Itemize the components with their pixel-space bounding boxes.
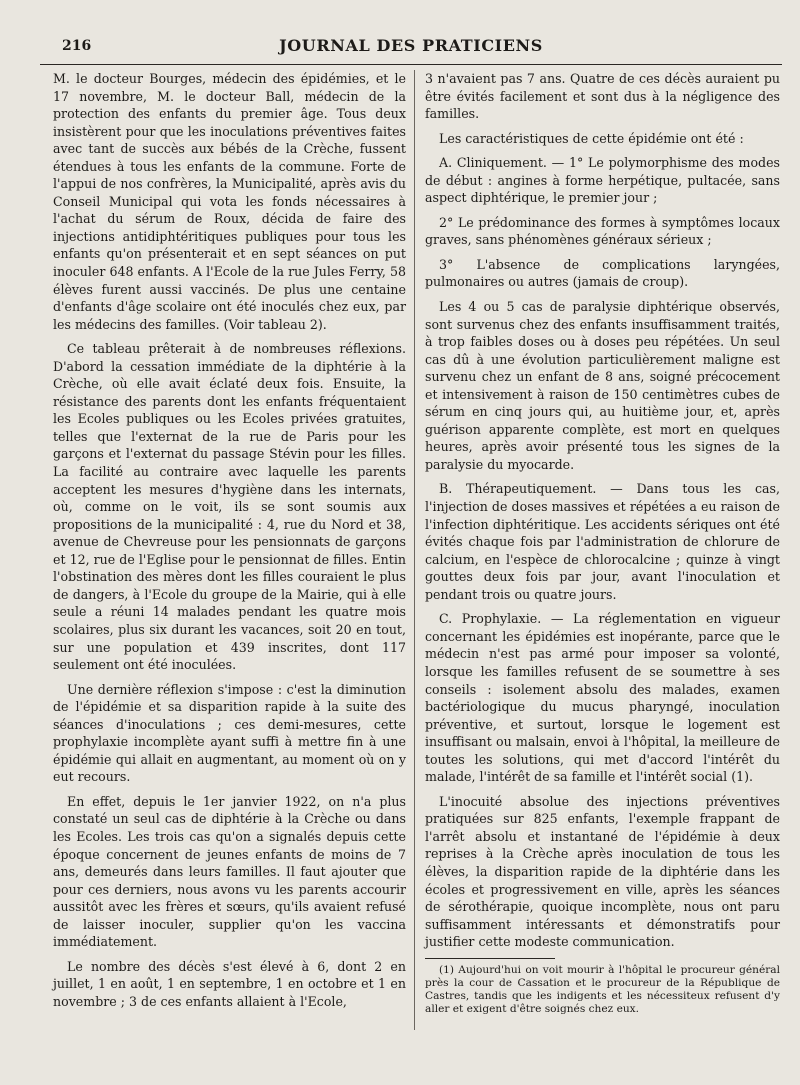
paragraph: 3° L'absence de complications laryngées, pulmonaires ou autres (jamais de croup).: [425, 256, 780, 290]
paragraph: L'inocuité absolue des injections préventives pratiquées sur 825 enfants, l'exemple frappant de l'arrêt absolu et instantané de l'épidémie à deux reprises à la Crèche après inoculation de tous les élèves, la disparition rapide de la diphtérie dans les écoles et progressivement en ville, après les séances de sérothérapie, quoique incomplète, nous ont paru suffisamment intéressants et démonstratifs pour justifier cette modeste communication.: [425, 793, 780, 950]
paragraph: 2° Le prédominance des formes à symptômes locaux graves, sans phénomènes généraux sérieux ;: [425, 214, 780, 248]
paragraph: A. Cliniquement. — 1° Le polymorphisme des modes de début : angines à forme herpétique, pultacée, sans aspect diphtérique, le premier jour ;: [425, 155, 780, 206]
paragraph: Le nombre des décès s'est élevé à 6, dont 2 en juillet, 1 en août, 1 en septembre, 1 en octobre et 1 en novembre ; 3 de ces enfants allaient à l'Ecole,: [53, 958, 406, 1009]
paragraph: Une dernière réflexion s'impose : c'est la diminution de l'épidémie et sa disparition rapide à la suite des séances d'inoculations ; ces demi-mesures, cette prophylaxie incomplète ayant suffi à mettre fin à une épidémie qui allait en augmentant, au moment où on y eut recours.: [53, 681, 406, 785]
running-title: JOURNAL DES PRATICIENS: [279, 36, 543, 55]
paragraph: Les 4 ou 5 cas de paralysie diphtérique observés, sont survenus chez des enfants insuffisamment traités, à trop faibles doses ou à doses peu répétées. Un seul cas dû à une évolution particulièrement maligne est survenu chez un enfant de 8 ans, soigné précocement et intensivement à raison de 150 centimètres cubes de sérum en cinq jours qui, au huitième jour, et, après guérison apparente complète, est mort en quelques heures, après avoir présenté tous les signes de la paralysie du myocarde.: [425, 299, 780, 472]
column-divider: [414, 70, 415, 1030]
paragraph: B. Thérapeutiquement. — Dans tous les cas, l'injection de doses massives et répétées a eu raison de l'infection diphtéritique. Les accidents sériques ont été évités chaque fois par l'administration de chlorure de calcium, en l'espèce de chlorocalcine ; quinze à vingt gouttes deux fois par jour, avant l'inoculation et pendant trois ou quatre jours.: [425, 481, 780, 602]
right-column: [425, 70, 780, 1024]
footnote: (1) Aujourd'hui on voit mourir à l'hôpital le procureur général près la cour de Cassation et le procureur de la République de Castres, tandis que les indigents et les nécessiteux refusent d'y aller et exigent d'être soignés chez eux.: [425, 963, 780, 1016]
paragraph: Ce tableau prêterait à de nombreuses réflexions. D'abord la cessation immédiate de la diphtérie à la Crèche, où elle avait éclaté deux fois. Ensuite, la résistance des parents dont les enfants fréquentaient les Ecoles publiques ou les Ecoles privées gratuites, telles que l'externat de la rue de Paris pour les garçons et l'externat du passage Stévin pour les filles. La facilité au contraire avec laquelle les parents acceptent les mesures d'hygiène dans les internats, où, comme on le voit, ils se sont soumis aux propositions de la municipalité : 4, rue du Nord et 38, avenue de Chevreuse pour les pensionnats de garçons et 12, rue de l'Eglise pour le pensionnat de filles. Entin l'obstination des mères dont les filles couraient le plus de dangers, à l'Ecole du groupe de la Mairie, qui à elle seule a réuni 14 malades pendant les quatre mois scolaires, plus six durant les vacances, soit 20 en tout, sur une population et 439 inscrites, dont 117 seulement ont été inoculées.: [53, 341, 406, 673]
page-number: 216: [62, 38, 92, 54]
paragraph: M. le docteur Bourges, médecin des épidémies, et le 17 novembre, M. le docteur Ball, médecin de la protection des enfants du premier âge. Tous deux insistèrent pour que les inoculations préventives faites avec tant de succès aux bébés de la Crèche, fussent étendues à tous les enfants de la commune. Forte de l'appui de nos confrères, la Municipalité, après avis du Conseil Municipal qui vota les fonds nécessaires à l'achat du sérum de Roux, décida de faire des injections antidiphtéritiques publiques pour tous les enfants qu'on présenterait et en sept séances on put inoculer 648 enfants. A l'Ecole de la rue Jules Ferry, 58 élèves furent aussi vaccinés. De plus une centaine d'enfants d'âge scolaire ont été inoculés chez eux, par les médecins des familles. (Voir tableau 2).: [53, 71, 406, 332]
paragraph: En effet, depuis le 1er janvier 1922, on n'a plus constaté un seul cas de diphtérie à la Crèche ou dans les Ecoles. Les trois cas qu'on a signalés depuis cette époque concernent de jeunes enfants de moins de 7 ans, demeurés dans leurs familles. Il faut ajouter que pour ces derniers, nous avons vu les parents accourir aussitôt avec les frères et sœurs, qu'ils avaient refusé de laisser inoculer, supplier qu'on les vaccina immédiatement.: [53, 793, 406, 950]
paragraph: C. Prophylaxie. — La réglementation en vigueur concernant les épidémies est inopérante, parce que le médecin n'est pas armé pour imposer sa volonté, lorsque les familles refusent de se soumettre à ses conseils : isolement absolu des malades, examen bactériologique du mucus pharyngé, inoculation préventive, et surtout, lorsque le logement est insuffisant ou malsain, envoi à l'hôpital, la meilleure de toutes les solutions, qui met d'accord l'intérêt du malade, l'intérêt de sa famille et l'intérêt social (1).: [425, 611, 780, 785]
left-column: [53, 70, 406, 1017]
page-header: [40, 32, 782, 65]
paragraph: 3 n'avaient pas 7 ans. Quatre de ces décès auraient pu être évités facilement et sont dus à la négligence des familles.: [425, 71, 780, 122]
footnote-rule: [425, 958, 555, 959]
paragraph: Les caractéristiques de cette épidémie ont été :: [439, 130, 744, 146]
